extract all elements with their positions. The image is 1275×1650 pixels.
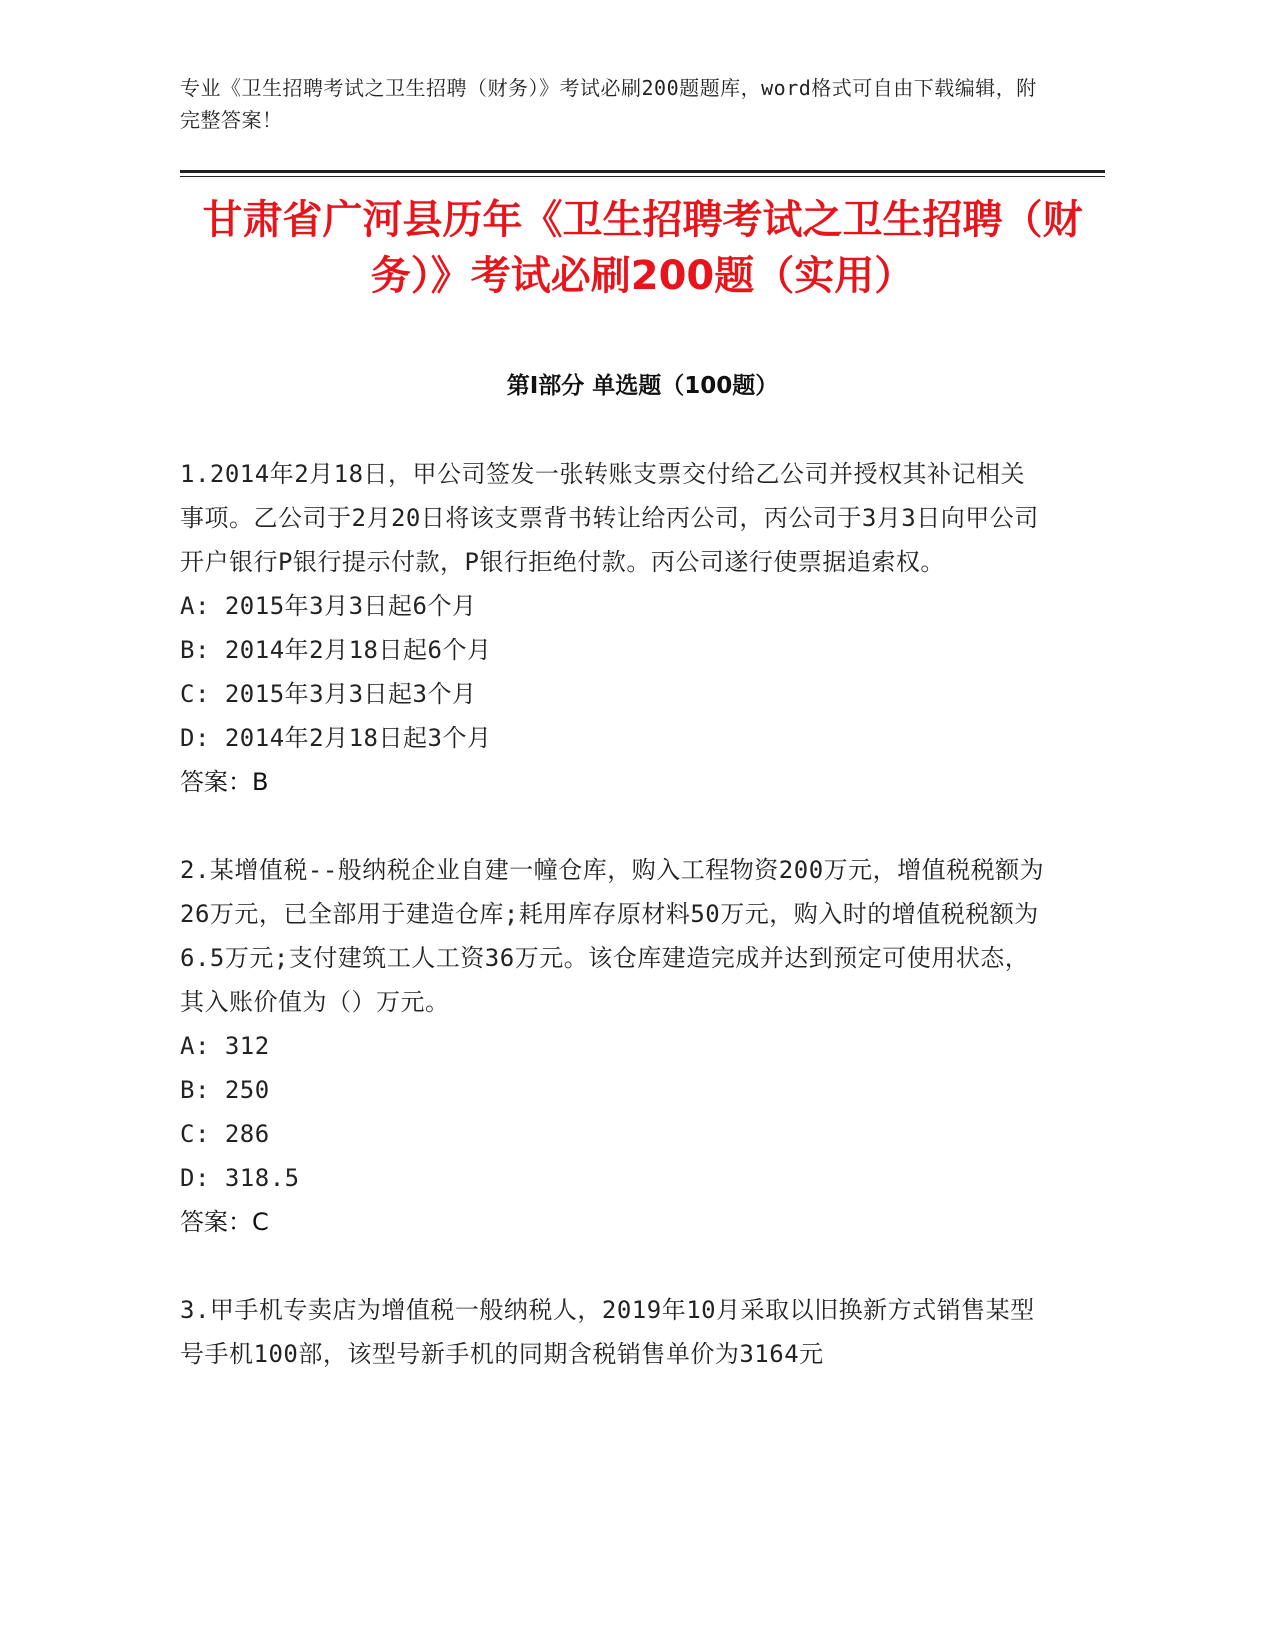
question-3 [180,1288,1045,1376]
document-title: 甘肃省广河县历年《卫生招聘考试之卫生招聘（财务）》考试必刷200题（实用） [202,197,1083,299]
header-divider-thick [180,170,1105,173]
question-list [180,452,1045,1420]
question-2 [180,848,1045,1244]
option-c: C: 2015年3月3日起3个月 [180,680,477,708]
answer-line: 答案：C [180,1208,269,1236]
section-heading: 第I部分 单选题（100题） [506,373,779,399]
question-stem: 1.2014年2月18日，甲公司签发一张转账支票交付给乙公司并授权其补记相关事项。乙公司于2月20日将该支票背书转让给丙公司，丙公司于3月3日向甲公司开户银行P银行提示付款，P银行拒绝付款。丙公司遂行使票据追索权。 [180,460,1039,576]
question-1 [180,452,1045,804]
question-stem: 3.甲手机专卖店为增值税一般纳税人，2019年10月采取以旧换新方式销售某型号手机100部，该型号新手机的同期含税销售单价为3164元 [180,1296,1035,1368]
option-b: B: 250 [180,1076,270,1104]
header-note: 专业《卫生招聘考试之卫生招聘（财务）》考试必刷200题题库，word格式可自由下载编辑，附完整答案！ [180,76,1037,132]
option-d: D: 318.5 [180,1164,300,1192]
header-divider-thin [180,176,1105,177]
option-a: A: 2015年3月3日起6个月 [180,592,477,620]
option-c: C: 286 [180,1120,270,1148]
option-d: D: 2014年2月18日起3个月 [180,724,492,752]
question-stem: 2.某增值税--般纳税企业自建一幢仓库，购入工程物资200万元，增值税税额为26万元，已全部用于建造仓库;耗用库存原材料50万元，购入时的增值税税额为6.5万元;支付建筑工人工资36万元。该仓库建造完成并达到预定可使用状态，其入账价值为（）万元。 [180,856,1045,1016]
answer-line: 答案：B [180,768,269,796]
option-b: B: 2014年2月18日起6个月 [180,636,492,664]
option-a: A: 312 [180,1032,270,1060]
